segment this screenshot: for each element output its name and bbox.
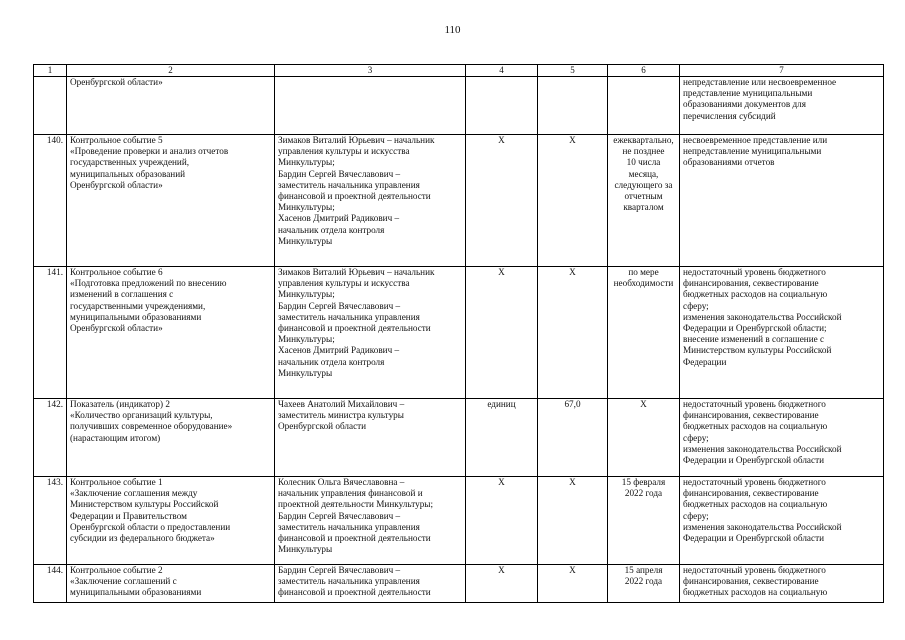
table-row <box>34 135 884 267</box>
deadline-cell: по мере необходимости <box>608 267 680 399</box>
responsible-cell: Бардин Сергей Вячеславович – заместитель начальника управления финансовой и проектной деятельности <box>275 565 466 603</box>
document-table <box>33 64 884 603</box>
table-row <box>34 77 884 135</box>
column-header-2: 2 <box>67 65 275 77</box>
table-row <box>34 267 884 399</box>
risks-cell: недостаточный уровень бюджетного финансирования, секвестирование бюджетных расходов на социальную сферу; изменения законодательства Российской Федерации и Оренбургской области <box>680 399 884 477</box>
risks-cell: недостаточный уровень бюджетного финансирования, секвестирование бюджетных расходов на социальную <box>680 565 884 603</box>
column-header-row <box>34 65 884 77</box>
responsible-cell <box>275 77 466 135</box>
deadline-cell: 15 апреля 2022 года <box>608 565 680 603</box>
responsible-cell: Колесник Ольга Вячеславовна – начальник управления финансовой и проектной деятельности Минкультуры; Бардин Сергей Вячеславович – заместитель начальника управления финансовой и проектной деятельности Минкультуры <box>275 477 466 565</box>
unit-cell <box>466 77 538 135</box>
row-number: 142. <box>34 399 67 477</box>
deadline-cell <box>608 77 680 135</box>
table-row <box>34 477 884 565</box>
event-cell: Контрольное событие 5 «Проведение проверки и анализ отчетов государственных учреждений, муниципальных образований Оренбургской области» <box>67 135 275 267</box>
event-cell: Контрольное событие 6 «Подготовка предложений по внесению изменений в соглашения с государственными учреждениями, муниципальными образованиями Оренбургской области» <box>67 267 275 399</box>
event-cell: Показатель (индикатор) 2 «Количество организаций культуры, получивших современное оборудование» (нарастающим итогом) <box>67 399 275 477</box>
responsible-cell: Зимаков Виталий Юрьевич – начальник управления культуры и искусства Минкультуры; Бардин Сергей Вячеславович – заместитель начальника управления финансовой и проектной деятельности Минкультуры; Хасенов Дмитрий Радикович – начальник отдела контроля Минкультуры <box>275 267 466 399</box>
unit-cell: Х <box>466 267 538 399</box>
page-number: 110 <box>444 24 461 36</box>
value-cell: Х <box>538 267 608 399</box>
unit-cell: Х <box>466 135 538 267</box>
value-cell <box>538 77 608 135</box>
column-header-6: 6 <box>608 65 680 77</box>
unit-cell: единиц <box>466 399 538 477</box>
event-cell: Контрольное событие 1 «Заключение соглашения между Министерством культуры Российской Федерации и Правительством Оренбургской области о предоставлении субсидии из федерального бюджета» <box>67 477 275 565</box>
event-cell: Контрольное событие 2 «Заключение соглашений с муниципальными образованиями <box>67 565 275 603</box>
value-cell: Х <box>538 565 608 603</box>
row-number <box>34 77 67 135</box>
column-header-1: 1 <box>34 65 67 77</box>
unit-cell: Х <box>466 565 538 603</box>
responsible-cell: Зимаков Виталий Юрьевич – начальник управления культуры и искусства Минкультуры; Бардин Сергей Вячеславович – заместитель начальника управления финансовой и проектной деятельности Минкультуры; Хасенов Дмитрий Радикович – начальник отдела контроля Минкультуры <box>275 135 466 267</box>
risks-cell: недостаточный уровень бюджетного финансирования, секвестирование бюджетных расходов на социальную сферу; изменения законодательства Российской Федерации и Оренбургской области; внесение изменений в соглашение с Министерством культуры Российской Федерации <box>680 267 884 399</box>
row-number: 141. <box>34 267 67 399</box>
value-cell: 67,0 <box>538 399 608 477</box>
table-row <box>34 565 884 603</box>
column-header-3: 3 <box>275 65 466 77</box>
row-number: 140. <box>34 135 67 267</box>
deadline-cell: Х <box>608 399 680 477</box>
value-cell: Х <box>538 477 608 565</box>
risks-cell: непредставление или несвоевременное представление муниципальными образованиями документов для перечисления субсидий <box>680 77 884 135</box>
deadline-cell: 15 февраля 2022 года <box>608 477 680 565</box>
row-number: 143. <box>34 477 67 565</box>
risks-cell: несвоевременное представление или непредставление муниципальными образованиями отчетов <box>680 135 884 267</box>
value-cell: Х <box>538 135 608 267</box>
event-cell: Оренбургской области» <box>67 77 275 135</box>
risks-cell: недостаточный уровень бюджетного финансирования, секвестирование бюджетных расходов на социальную сферу; изменения законодательства Российской Федерации и Оренбургской области <box>680 477 884 565</box>
unit-cell: Х <box>466 477 538 565</box>
responsible-cell: Чахеев Анатолий Михайлович – заместитель министра культуры Оренбургской области <box>275 399 466 477</box>
table-row <box>34 399 884 477</box>
column-header-7: 7 <box>680 65 884 77</box>
column-header-5: 5 <box>538 65 608 77</box>
deadline-cell: ежеквартально, не позднее 10 числа месяца, следующего за отчетным кварталом <box>608 135 680 267</box>
row-number: 144. <box>34 565 67 603</box>
column-header-4: 4 <box>466 65 538 77</box>
